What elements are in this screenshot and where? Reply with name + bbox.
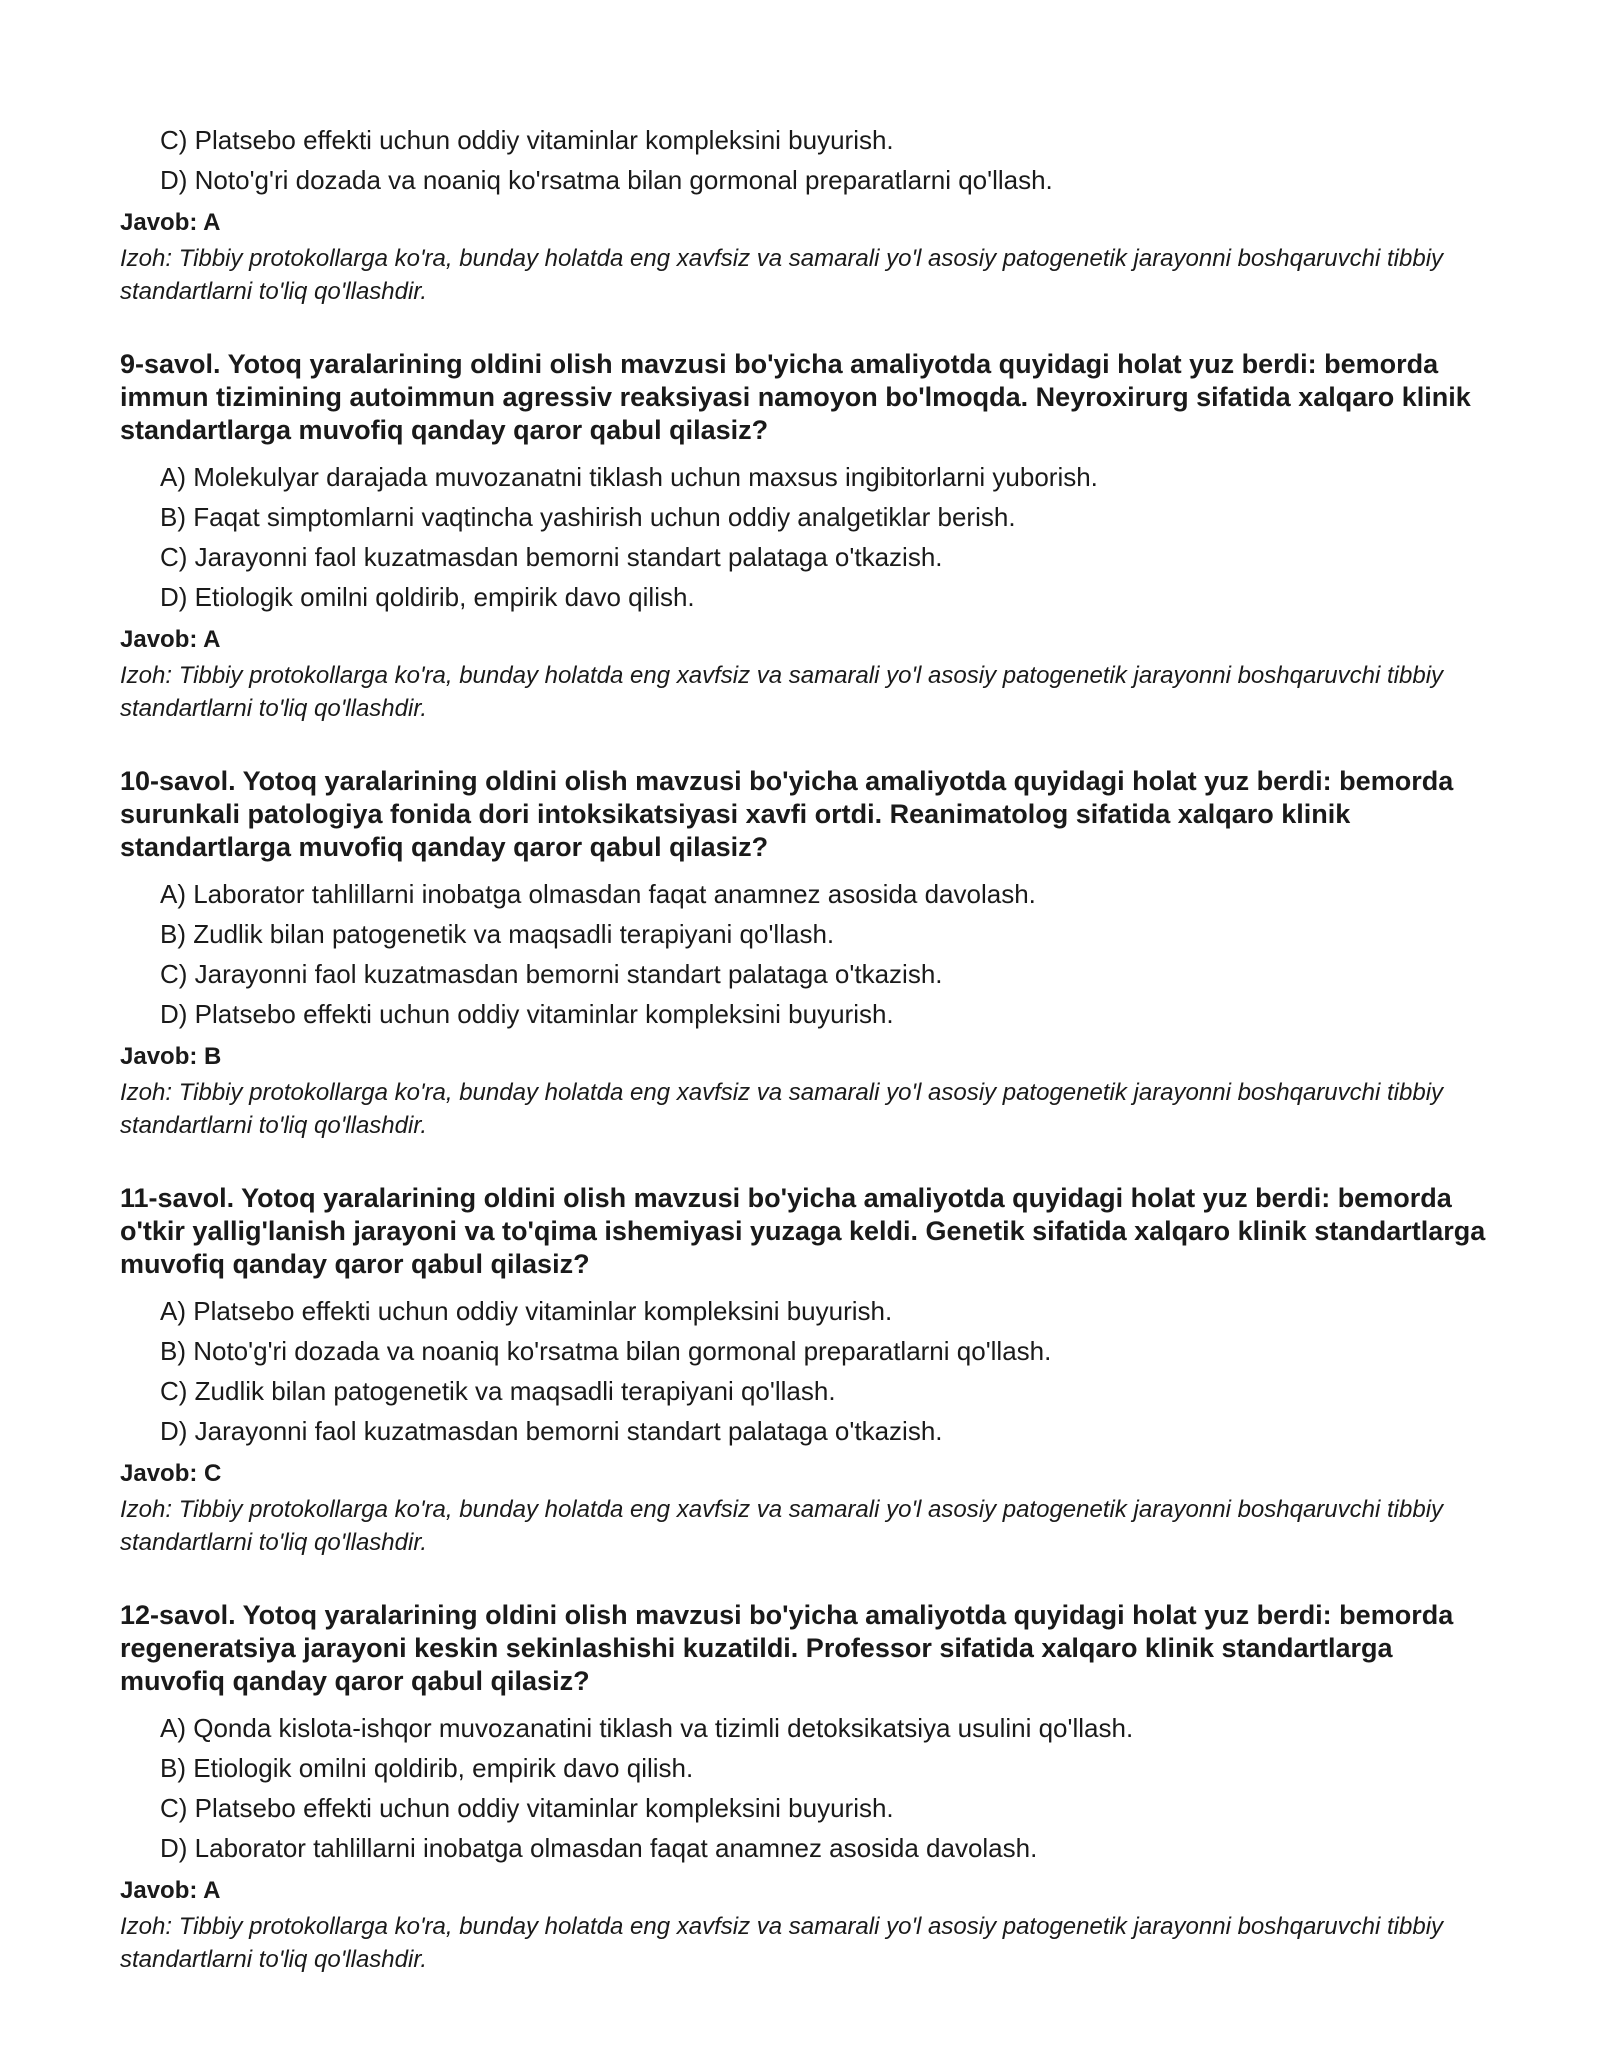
answer-label: Javob: A [120, 626, 221, 653]
option-d: D) Noto'g'ri dozada va noaniq ko'rsatma bilan gormonal preparatlarni qo'llash. [160, 165, 1053, 195]
explanation-note: Izoh: Tibbiy protokollarga ko'ra, bunday holatda eng xavfsiz va samarali yo'l asosiy patogenetik jarayonni boshqaruvchi tibbiy standartlarni to'liq qo'llashdir. [120, 1079, 1444, 1139]
explanation-note: Izoh: Tibbiy protokollarga ko'ra, bunday holatda eng xavfsiz va samarali yo'l asosiy patogenetik jarayonni boshqaruvchi tibbiy standartlarni to'liq qo'llashdir. [120, 1913, 1444, 1973]
option-a: A) Qonda kislota-ishqor muvozanatini tiklash va tizimli detoksikatsiya usulini qo'llash. [160, 1713, 1134, 1743]
question-10 [120, 765, 1500, 1142]
question-9 [120, 348, 1500, 725]
explanation-note: Izoh: Tibbiy protokollarga ko'ra, bunday holatda eng xavfsiz va samarali yo'l asosiy patogenetik jarayonni boshqaruvchi tibbiy standartlarni to'liq qo'llashdir. [120, 245, 1444, 305]
option-d: D) Platsebo effekti uchun oddiy vitaminlar kompleksini buyurish. [160, 999, 894, 1029]
question-text: 9-savol. Yotoq yaralarining oldini olish mavzusi bo'yicha amaliyotda quyidagi holat yuz berdi: bemorda immun tizimining autoimmun agressiv reaksiyasi namoyon bo'lmoqda. Neyroxirurg sifatida xalqaro klinik standartlarga muvofiq qanday qaror qabul qilasiz? [120, 349, 1471, 445]
question-text: 11-savol. Yotoq yaralarining oldini olish mavzusi bo'yicha amaliyotda quyidagi holat yuz berdi: bemorda o'tkir yallig'lanish jarayoni va to'qima ishemiyasi yuzaga keldi. Genetik sifatida xalqaro klinik standartlarga muvofiq qanday qaror qabul qilasiz? [120, 1183, 1486, 1279]
explanation-note: Izoh: Tibbiy protokollarga ko'ra, bunday holatda eng xavfsiz va samarali yo'l asosiy patogenetik jarayonni boshqaruvchi tibbiy standartlarni to'liq qo'llashdir. [120, 662, 1444, 722]
question-12 [120, 1599, 1500, 1976]
answer-label: Javob: C [120, 1460, 222, 1487]
option-b: B) Noto'g'ri dozada va noaniq ko'rsatma bilan gormonal preparatlarni qo'llash. [160, 1336, 1052, 1366]
option-a: A) Laborator tahlillarni inobatga olmasdan faqat anamnez asosida davolash. [160, 879, 1036, 909]
answer-label: Javob: A [120, 209, 221, 236]
option-c: C) Platsebo effekti uchun oddiy vitaminlar kompleksini buyurish. [160, 125, 894, 155]
answer-label: Javob: A [120, 1877, 221, 1904]
option-a: A) Molekulyar darajada muvozanatni tiklash uchun maxsus ingibitorlarni yuborish. [160, 462, 1098, 492]
option-b: B) Etiologik omilni qoldirib, empirik davo qilish. [160, 1753, 694, 1783]
answer-label: Javob: B [120, 1043, 222, 1070]
question-text: 12-savol. Yotoq yaralarining oldini olish mavzusi bo'yicha amaliyotda quyidagi holat yuz berdi: bemorda regeneratsiya jarayoni keskin sekinlashishi kuzatildi. Professor sifatida xalqaro klinik standartlarga muvofiq qanday qaror qabul qilasiz? [120, 1600, 1454, 1696]
option-c: C) Platsebo effekti uchun oddiy vitaminlar kompleksini buyurish. [160, 1793, 894, 1823]
option-a: A) Platsebo effekti uchun oddiy vitaminlar kompleksini buyurish. [160, 1296, 893, 1326]
document-page [120, 120, 1500, 1976]
continued-question [120, 120, 1500, 308]
option-d: D) Laborator tahlillarni inobatga olmasdan faqat anamnez asosida davolash. [160, 1833, 1038, 1863]
option-b: B) Faqat simptomlarni vaqtincha yashirish uchun oddiy analgetiklar berish. [160, 502, 1016, 532]
option-c: C) Jarayonni faol kuzatmasdan bemorni standart palataga o'tkazish. [160, 959, 943, 989]
option-b: B) Zudlik bilan patogenetik va maqsadli terapiyani qo'llash. [160, 919, 835, 949]
option-c: C) Zudlik bilan patogenetik va maqsadli terapiyani qo'llash. [160, 1376, 836, 1406]
explanation-note: Izoh: Tibbiy protokollarga ko'ra, bunday holatda eng xavfsiz va samarali yo'l asosiy patogenetik jarayonni boshqaruvchi tibbiy standartlarni to'liq qo'llashdir. [120, 1496, 1444, 1556]
option-d: D) Jarayonni faol kuzatmasdan bemorni standart palataga o'tkazish. [160, 1416, 943, 1446]
question-11 [120, 1182, 1500, 1559]
question-text: 10-savol. Yotoq yaralarining oldini olish mavzusi bo'yicha amaliyotda quyidagi holat yuz berdi: bemorda surunkali patologiya fonida dori intoksikatsiyasi xavfi ortdi. Reanimatolog sifatida xalqaro klinik standartlarga muvofiq qanday qaror qabul qilasiz? [120, 766, 1454, 862]
option-d: D) Etiologik omilni qoldirib, empirik davo qilish. [160, 582, 695, 612]
option-c: C) Jarayonni faol kuzatmasdan bemorni standart palataga o'tkazish. [160, 542, 943, 572]
